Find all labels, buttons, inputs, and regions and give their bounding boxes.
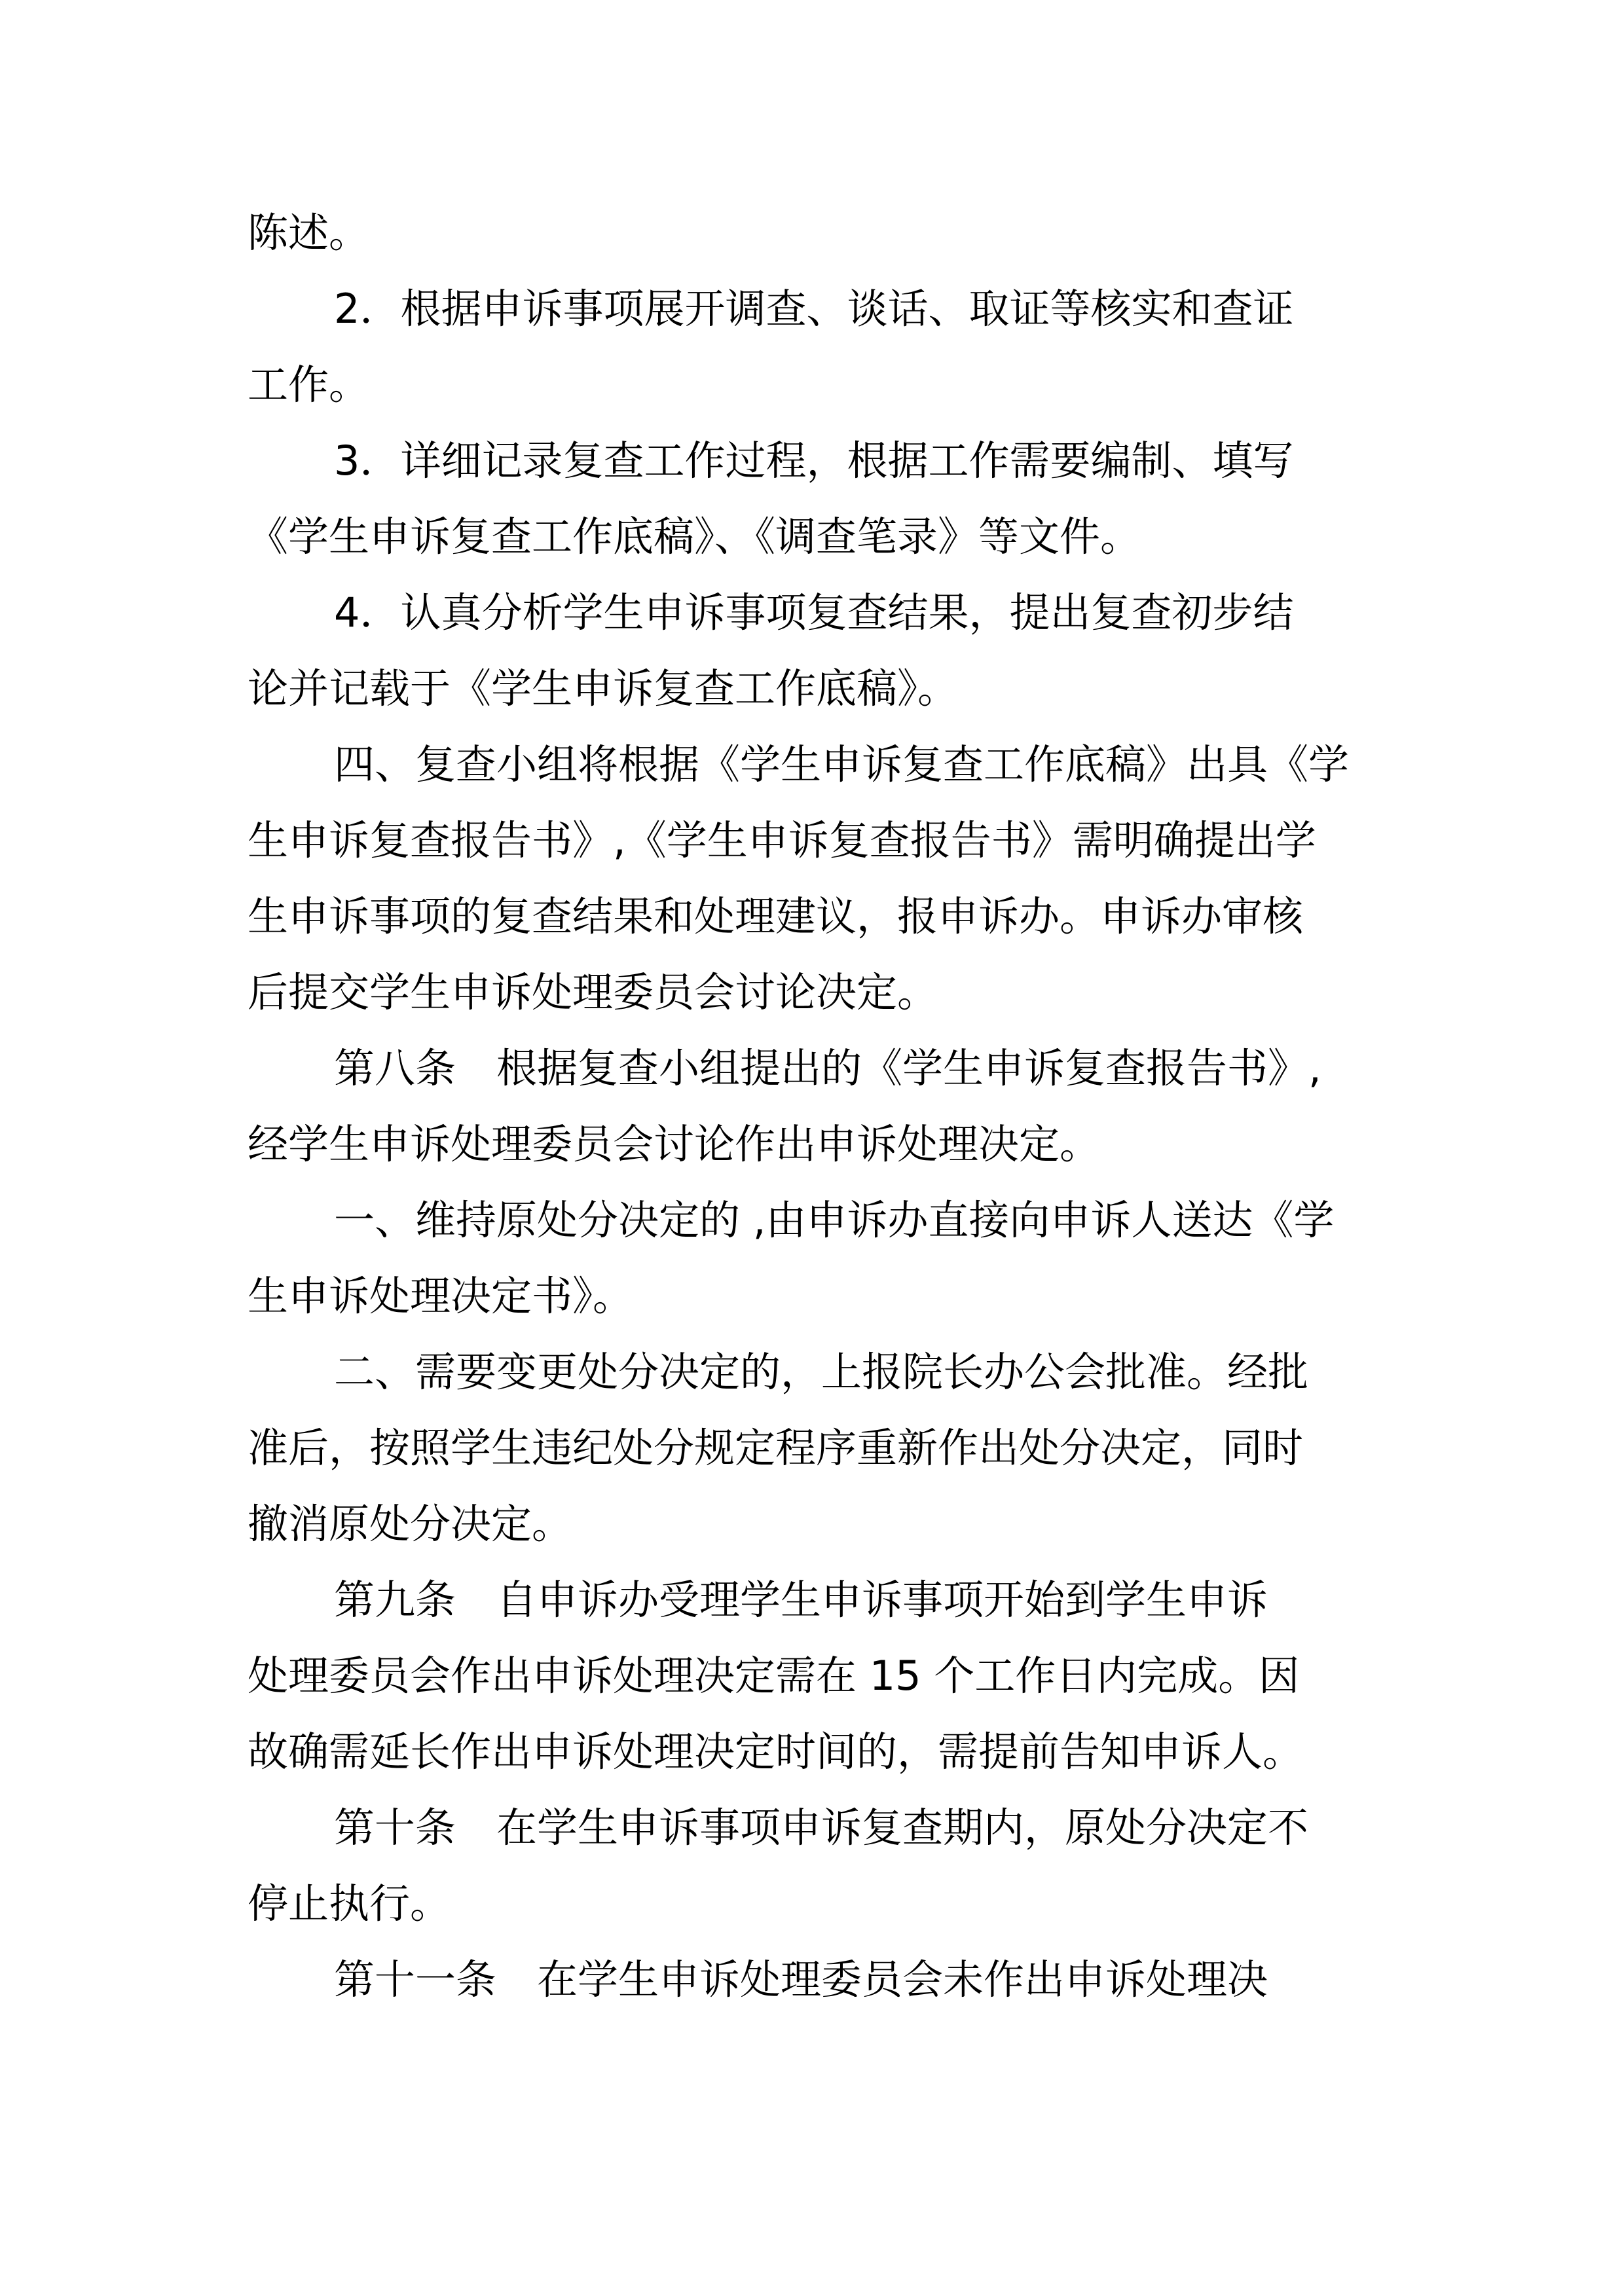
text-line: 撤消原处分决定。 [248,1500,573,1548]
text-line: 《学生申诉复查工作底稿》、《调查笔录》等文件。 [248,513,1141,560]
text-line: 四、复查小组将根据《学生申诉复查工作底稿》出具《学 [334,740,1350,788]
text-line: 第十条 在学生申诉事项申诉复查期内，原处分决定不 [334,1804,1309,1851]
text-line: 处理委员会作出申诉处理决定需在 15 个工作日内完成。因 [248,1652,1300,1700]
text-line: 生申诉事项的复查结果和处理建议，报申诉办。申诉办审核 [248,892,1304,940]
text-line: 第十一条 在学生申诉处理委员会未作出申诉处理决 [334,1956,1268,2003]
text-line: 准后，按照学生违纪处分规定程序重新作出处分决定，同时 [248,1424,1304,1472]
text-line: 后提交学生申诉处理委员会讨论决定。 [248,968,938,1016]
text-line: 陈述。 [248,209,370,257]
text-line: 生申诉复查报告书》,《学生申诉复查报告书》需明确提出学 [248,816,1316,864]
text-line: 工作。 [248,361,370,409]
text-line: 停止执行。 [248,1880,451,1927]
text-line: 2．根据申诉事项展开调查、谈话、取证等核实和查证 [334,285,1294,333]
text-line: 二、需要变更处分决定的，上报院长办公会批准。经批 [334,1348,1309,1396]
text-line: 故确需延长作出申诉处理决定时间的，需提前告知申诉人。 [248,1728,1304,1776]
text-line: 第九条 自申诉办受理学生申诉事项开始到学生申诉 [334,1576,1268,1624]
text-line: 4．认真分析学生申诉事项复查结果，提出复查初步结 [334,589,1294,636]
text-line: 一、维持原处分决定的 ,由申诉办直接向申诉人送达《学 [334,1196,1335,1244]
text-line: 经学生申诉处理委员会讨论作出申诉处理决定。 [248,1120,1101,1168]
text-line: 生申诉处理决定书》。 [248,1272,634,1320]
text-line: 第八条 根据复查小组提出的《学生申诉复查报告书》, [334,1044,1321,1092]
text-line: 论并记载于《学生申诉复查工作底稿》。 [248,665,959,712]
text-line: 3．详细记录复查工作过程，根据工作需要编制、填写 [334,437,1294,484]
